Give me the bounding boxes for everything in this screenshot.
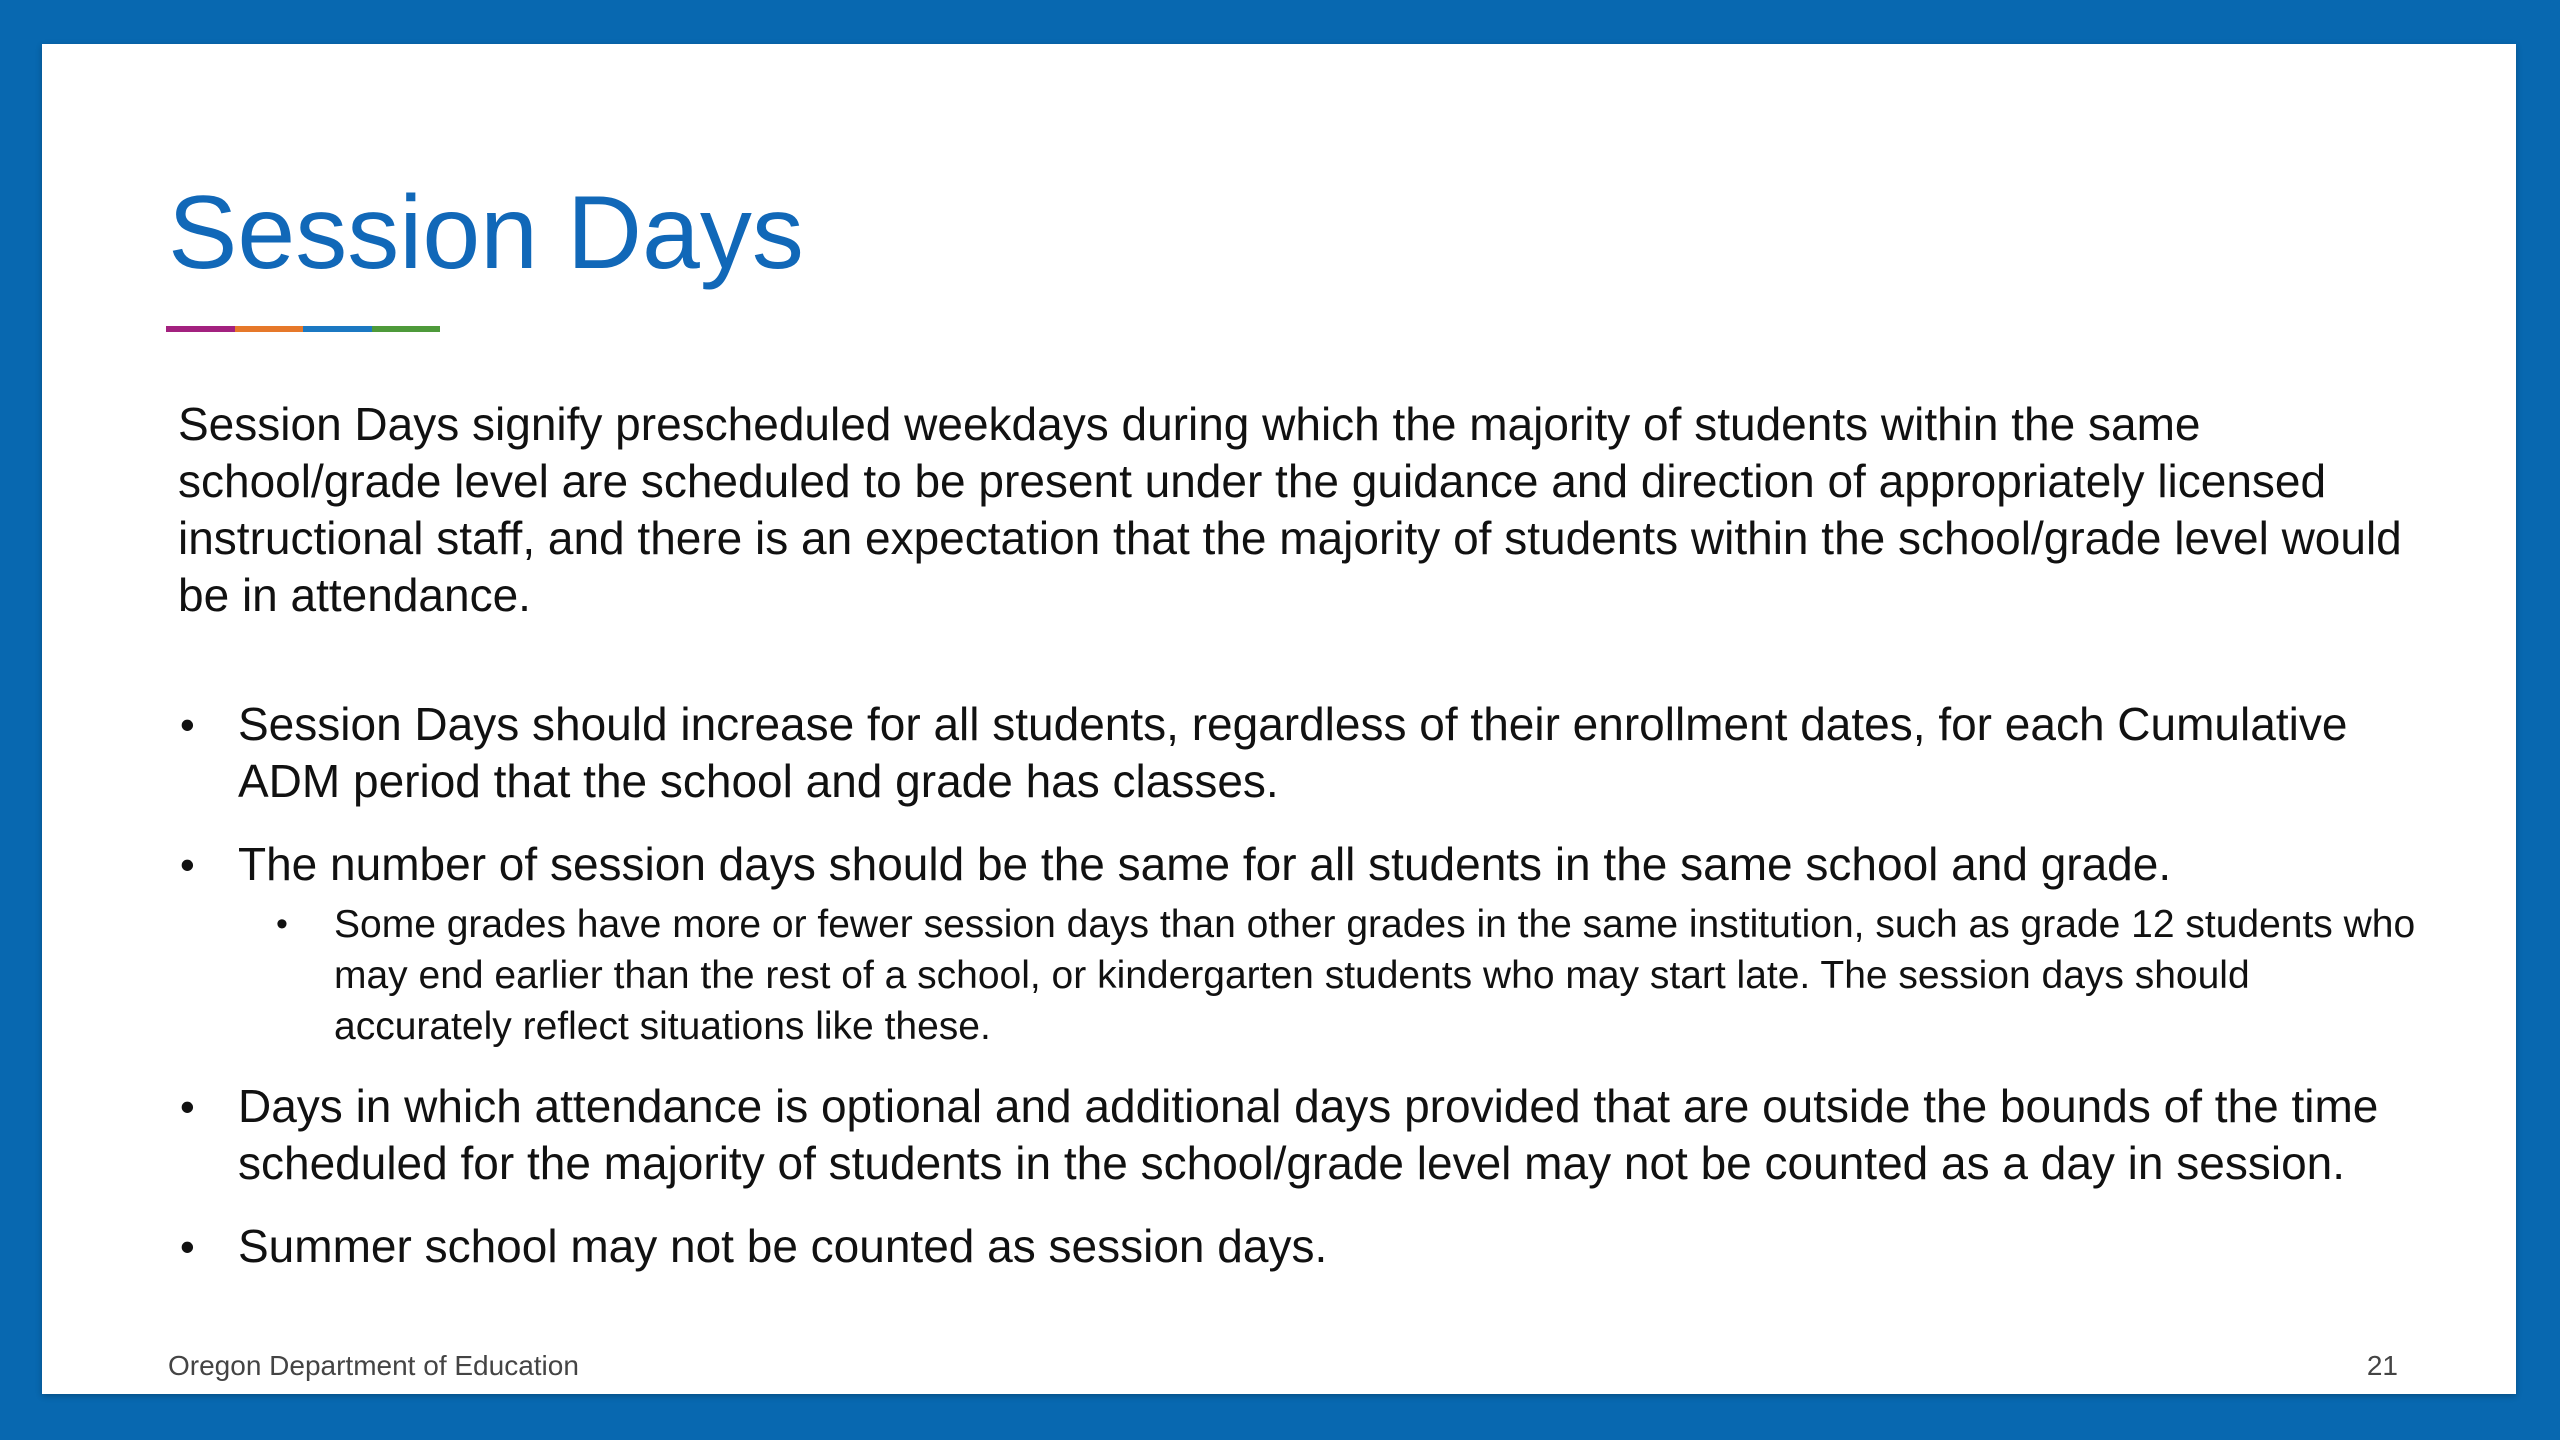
- bullet-dot-icon: •: [180, 701, 195, 748]
- bullet-dot-icon: •: [276, 905, 288, 943]
- bullet-dot-icon: •: [180, 841, 195, 888]
- accent-segment-blue: [303, 326, 372, 332]
- bullet-dot-icon: •: [180, 1083, 195, 1130]
- accent-segment-magenta: [166, 326, 235, 332]
- slide-title: Session Days: [168, 175, 804, 291]
- bullet-dot-icon: •: [180, 1223, 195, 1270]
- bullet-item: [178, 1218, 2438, 1275]
- accent-segment-orange: [235, 326, 304, 332]
- title-accent-bar: [166, 326, 440, 332]
- bullet-text: Session Days should increase for all students, regardless of their enrollment dates, for each Cumulative ADM period that the school and grade has classes.: [238, 698, 2348, 807]
- sub-bullet-list: [238, 899, 2438, 1052]
- bullet-text: Days in which attendance is optional and additional days provided that are outside the bounds of the time scheduled for the majority of students in the school/grade level may not be counted as a day in session.: [238, 1080, 2379, 1189]
- accent-segment-green: [372, 326, 441, 332]
- slide: [42, 44, 2516, 1394]
- bullet-item: [178, 836, 2438, 1052]
- bullet-text: The number of session days should be the same for all students in the same school and grade.: [238, 838, 2172, 890]
- sub-bullet-text: Some grades have more or fewer session days than other grades in the same institution, such as grade 12 students who may end earlier than the rest of a school, or kindergarten students who may start late. The session days should accurately reflect situations like these.: [334, 903, 2416, 1048]
- page-number: 21: [2366, 1350, 2398, 1381]
- intro-paragraph: Session Days signify prescheduled weekdays during which the majority of students within the same school/grade level are scheduled to be present under the guidance and direction of appropriately licensed instructional staff, and there is an expectation that the majority of students within the school/grade level would be in attendance.: [178, 398, 2402, 621]
- bullet-item: [178, 696, 2438, 810]
- bullet-item: [178, 1078, 2438, 1192]
- sub-bullet-item: [238, 899, 2438, 1052]
- bullet-list: [178, 696, 2438, 1301]
- footer-organization: Oregon Department of Education: [168, 1350, 579, 1381]
- bullet-text: Summer school may not be counted as session days.: [238, 1220, 1328, 1272]
